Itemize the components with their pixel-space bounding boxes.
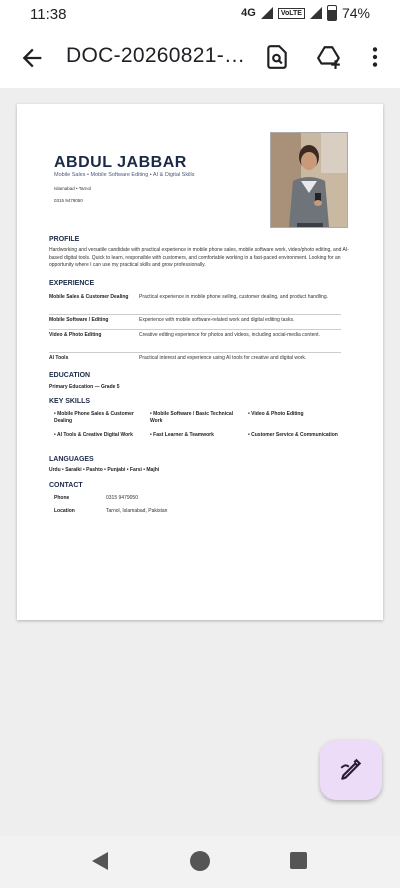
experience-row bbox=[49, 317, 341, 330]
status-bar bbox=[0, 0, 400, 28]
status-icons bbox=[241, 5, 370, 21]
battery-icon bbox=[327, 5, 337, 21]
app-toolbar bbox=[0, 28, 400, 88]
education-heading: EDUCATION bbox=[49, 372, 91, 379]
document-page[interactable] bbox=[17, 104, 383, 620]
status-time: 11:38 bbox=[30, 6, 67, 23]
resume-subtitle: Mobile Sales • Mobile Software Editing • AI & Digital Skills bbox=[54, 172, 195, 178]
experience-desc: Practical interest and experience using AI tools for creative and digital work. bbox=[139, 355, 307, 361]
skill-item: • Customer Service & Communication bbox=[248, 432, 338, 438]
add-to-drive-icon[interactable] bbox=[316, 44, 342, 70]
volte-badge: VoLTE bbox=[278, 8, 305, 19]
person-photo-image bbox=[271, 133, 347, 227]
skill-item: • Mobile Software / Basic Technical Work bbox=[150, 411, 234, 424]
contact-value: 0315 9479050 bbox=[106, 495, 138, 501]
profile-text: Hardworking and versatile candidate with practical experience in mobile phone sales, mobile software work, video/photo editing, and AI-based digital tools. Quick to learn, responsible with customers, and comfortable working in a fast-paced environment. Looking for an opportunity where I can use my practical skills and grow professionally. bbox=[49, 247, 349, 268]
experience-role: Mobile Sales & Customer Dealing bbox=[49, 294, 129, 300]
languages-heading: LANGUAGES bbox=[49, 456, 94, 463]
experience-row bbox=[49, 294, 341, 315]
nav-recents-icon[interactable] bbox=[290, 852, 307, 869]
experience-role: Mobile Software / Editing bbox=[49, 317, 109, 323]
skill-item: • Video & Photo Editing bbox=[248, 411, 304, 417]
edit-pen-icon bbox=[338, 757, 364, 783]
contact-label: Phone bbox=[54, 495, 70, 501]
skill-item: • Mobile Phone Sales & Customer Dealing bbox=[54, 411, 134, 424]
resume-name: ABDUL JABBAR bbox=[54, 154, 187, 171]
profile-heading: PROFILE bbox=[49, 236, 80, 243]
back-arrow-icon[interactable] bbox=[18, 44, 46, 72]
experience-desc: Experience with mobile software-related work and digital editing tasks. bbox=[139, 317, 295, 323]
experience-role: Video & Photo Editing bbox=[49, 332, 102, 338]
skill-item: • AI Tools & Creative Digital Work bbox=[54, 432, 133, 438]
experience-row bbox=[49, 355, 341, 367]
profile-photo bbox=[270, 132, 348, 228]
resume-location: Islamabad • Tarnol bbox=[54, 186, 92, 191]
experience-role: AI Tools bbox=[49, 355, 69, 361]
experience-row bbox=[49, 332, 341, 353]
experience-heading: EXPERIENCE bbox=[49, 280, 95, 287]
more-vert-icon[interactable] bbox=[362, 44, 388, 70]
skill-item: • Fast Learner & Teamwork bbox=[150, 432, 214, 438]
find-in-page-icon[interactable] bbox=[264, 44, 290, 70]
nav-home-icon[interactable] bbox=[190, 851, 210, 871]
edit-fab-button[interactable] bbox=[320, 740, 382, 800]
experience-desc: Creative editing experience for photos and videos, including social-media content. bbox=[139, 332, 320, 338]
resume-phone: 0315 9479050 bbox=[54, 198, 83, 203]
signal-icon bbox=[261, 7, 273, 19]
battery-percent: 74% bbox=[341, 5, 370, 21]
contact-label: Location bbox=[54, 508, 75, 514]
languages-text: Urdu • Saraiki • Pashto • Punjabi • Farsi • Majhi bbox=[49, 467, 160, 473]
signal-icon-2 bbox=[310, 7, 322, 19]
network-type: 4G bbox=[241, 7, 256, 19]
nav-back-icon[interactable] bbox=[92, 852, 108, 870]
document-title: DOC-20260821-… bbox=[66, 44, 246, 67]
contact-heading: CONTACT bbox=[49, 482, 83, 489]
skills-heading: KEY SKILLS bbox=[49, 398, 91, 405]
education-text: Primary Education — Grade 5 bbox=[49, 384, 120, 390]
contact-value: Tarnol, Islamabad, Pakistan bbox=[106, 508, 168, 514]
experience-desc: Practical experience in mobile phone selling, customer dealing, and product handling. bbox=[139, 294, 329, 300]
